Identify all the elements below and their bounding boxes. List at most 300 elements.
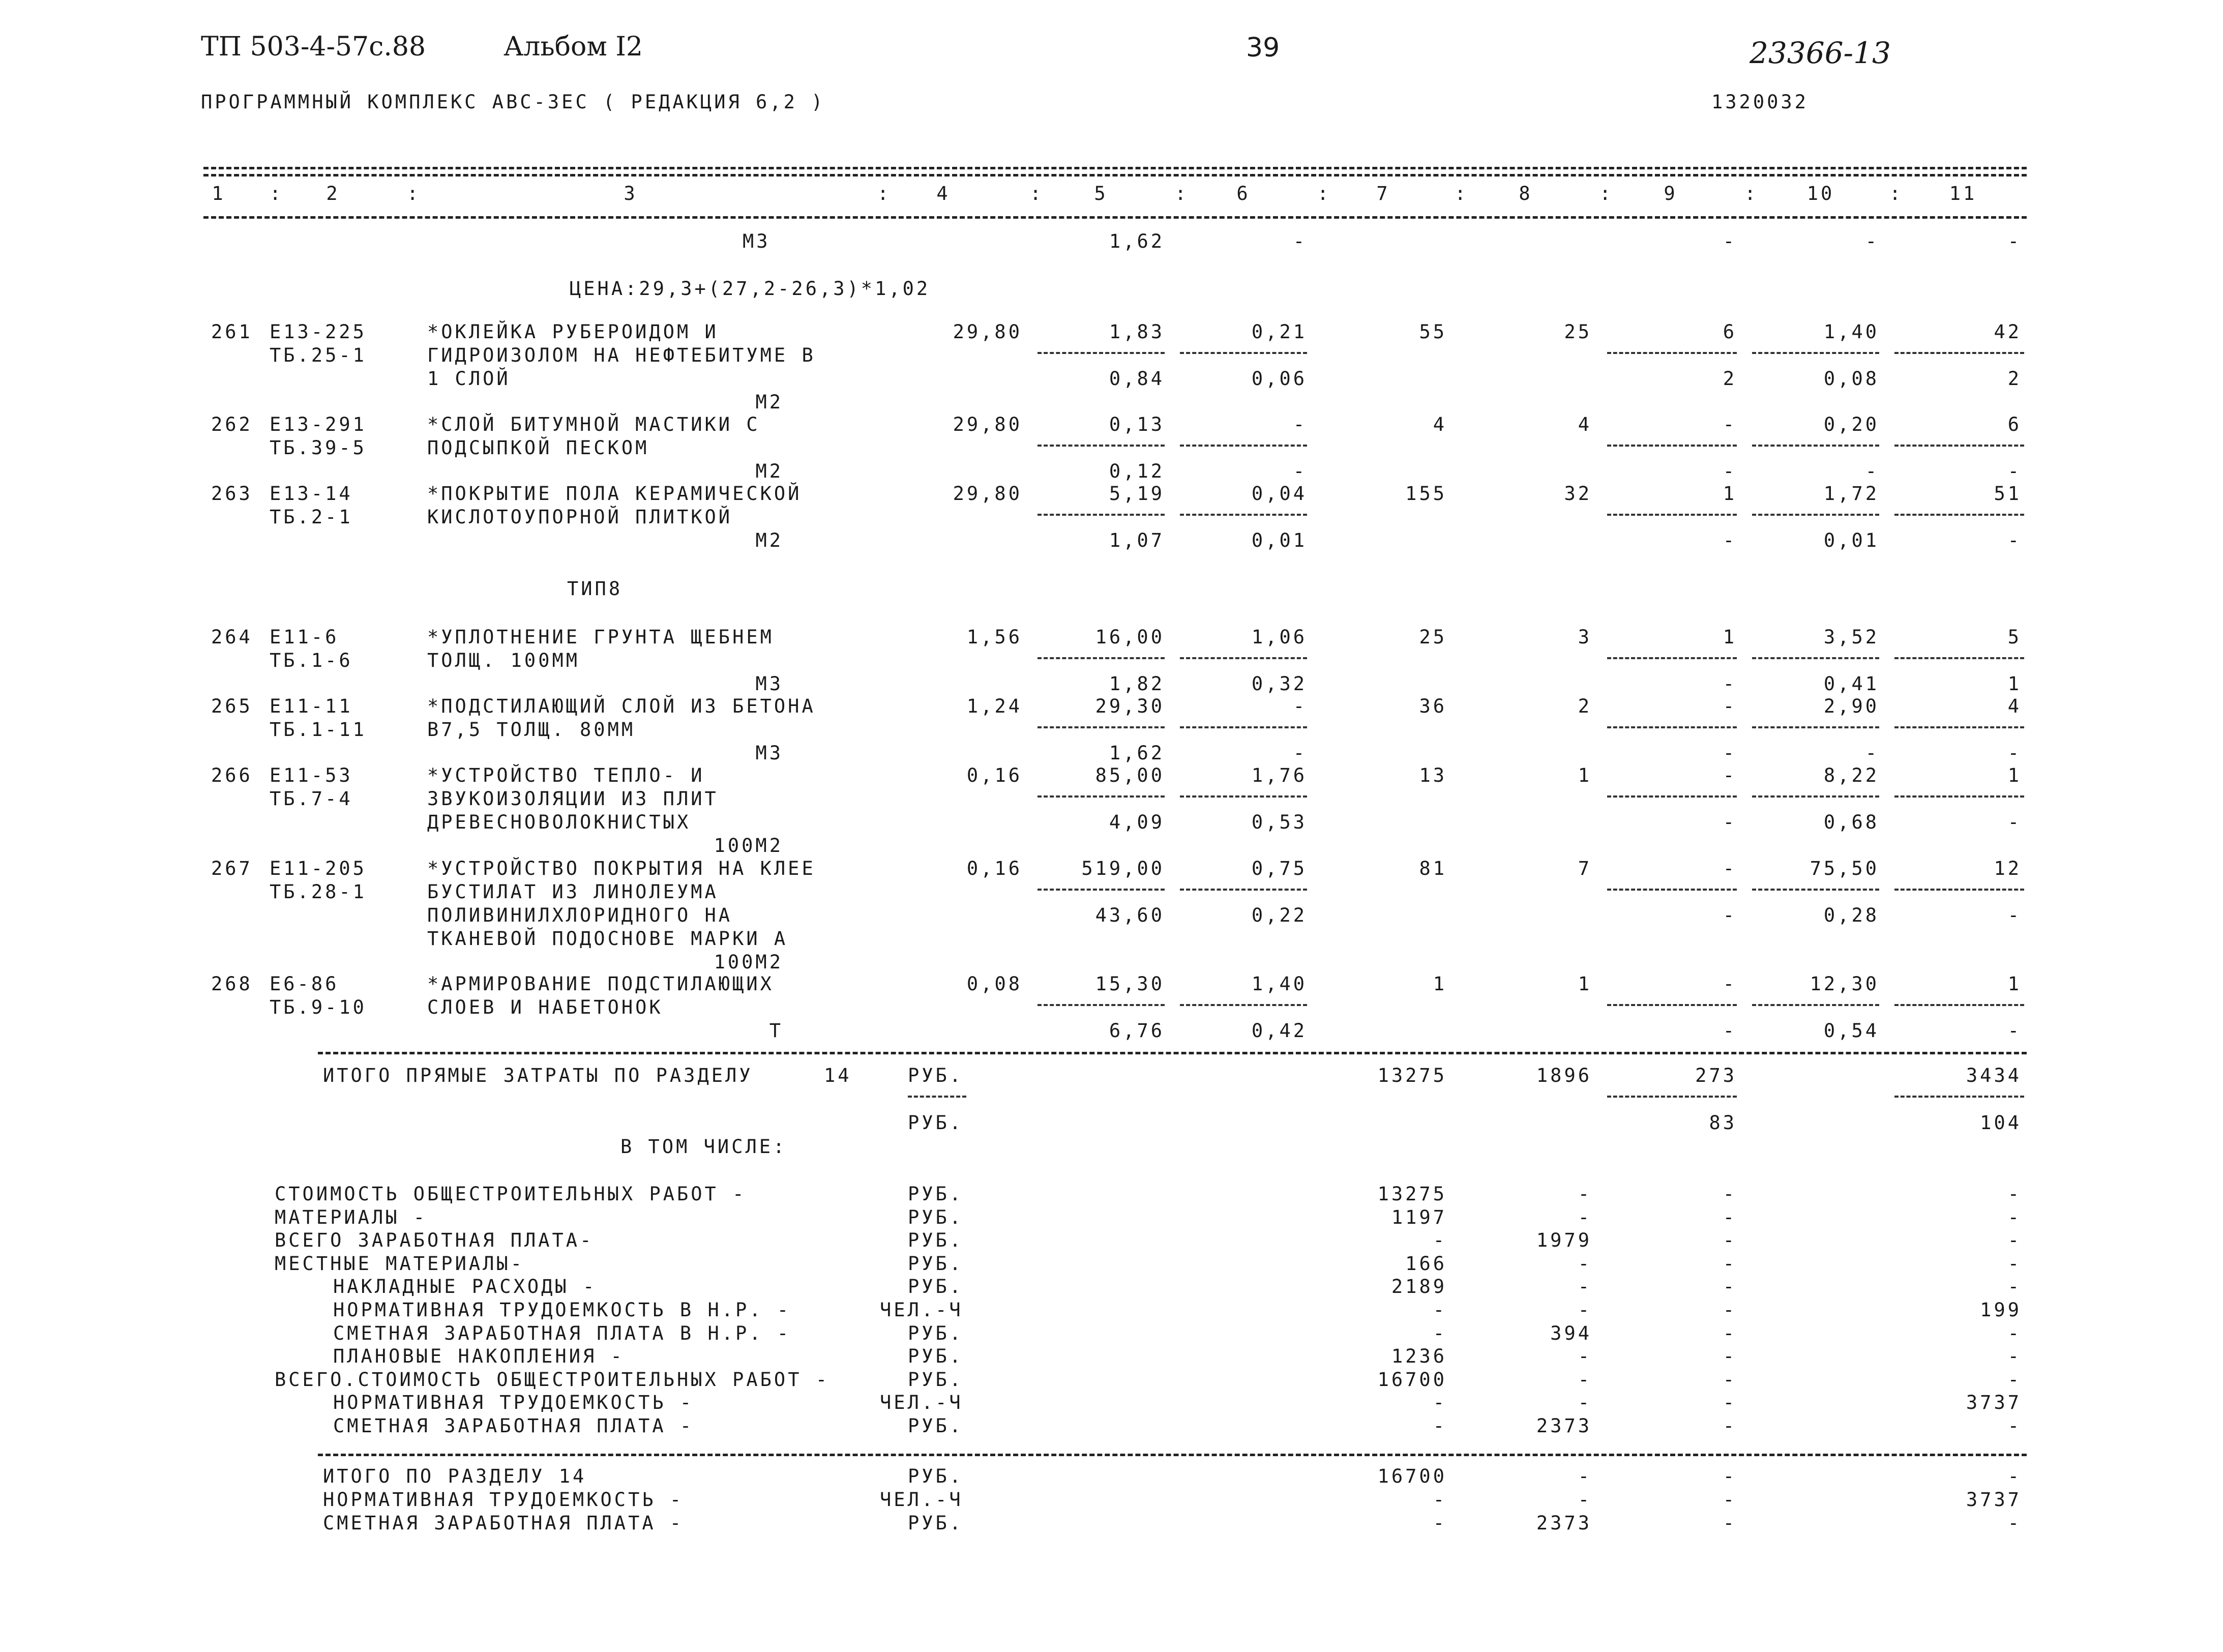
- item-264-rule-c5: [1038, 657, 1165, 659]
- item-268-rule-c10: [1752, 1004, 1879, 1006]
- unit-label: М3: [743, 230, 770, 252]
- item-268-table-ref: ТБ.9-10: [270, 996, 367, 1018]
- item-266-c10-sub: 0,68: [1823, 811, 1879, 833]
- item-266-c8: 1: [1578, 764, 1592, 786]
- section-label: ТИП8: [567, 578, 623, 600]
- total-direct-rule-c11: [1894, 1096, 2024, 1098]
- summary-label: ВСЕГО.СТОИМОСТЬ ОБЩЕСТРОИТЕЛЬНЫХ РАБОТ -: [275, 1369, 830, 1391]
- final-c9: -: [1723, 1489, 1737, 1511]
- summary-c11: -: [2007, 1253, 2022, 1275]
- summary-c11: 199: [1980, 1299, 2022, 1321]
- item-261-c9: 6: [1723, 321, 1737, 343]
- doc-code: ТП 503-4-57с.88: [201, 32, 426, 62]
- item-265-c7: 36: [1419, 695, 1447, 717]
- item-267-c9-sub: -: [1723, 904, 1737, 926]
- column-separator: :: [1317, 183, 1331, 204]
- item-264-c6-sub: 0,32: [1251, 673, 1307, 695]
- item-262-rule-c10: [1752, 445, 1879, 447]
- cell-c6: -: [1293, 230, 1307, 252]
- summary-c7: -: [1433, 1415, 1447, 1437]
- header-rule-bottom: [203, 216, 2027, 219]
- summary-c9: -: [1723, 1392, 1737, 1413]
- summary-c11: -: [2007, 1229, 2022, 1251]
- item-268-c5-sub: 6,76: [1109, 1020, 1165, 1042]
- item-261-description: ГИДРОИЗОЛОМ НА НЕФТЕБИТУМЕ В: [427, 344, 816, 366]
- summary-c8: -: [1578, 1276, 1592, 1297]
- final-unit: ЧЕЛ.-Ч: [880, 1489, 963, 1511]
- item-268-unit: Т: [769, 1020, 783, 1042]
- total-direct-unit-2: РУБ.: [908, 1112, 964, 1134]
- summary-c9: -: [1723, 1276, 1737, 1297]
- item-262-rule-c11: [1894, 445, 2024, 447]
- final-label: НОРМАТИВНАЯ ТРУДОЕМКОСТЬ -: [323, 1489, 684, 1511]
- item-267-rule-c5: [1038, 889, 1165, 891]
- item-264-c8: 3: [1578, 626, 1592, 648]
- item-265-c11-sub: -: [2007, 742, 2022, 764]
- item-266-table-ref: ТБ.7-4: [270, 788, 353, 810]
- item-266-description: ЗВУКОИЗОЛЯЦИИ ИЗ ПЛИТ: [427, 788, 719, 810]
- item-262-c8: 4: [1578, 414, 1592, 435]
- item-267-table-ref: ТБ.28-1: [270, 881, 367, 903]
- item-262-c10: 0,20: [1823, 414, 1879, 435]
- item-262-description: *СЛОЙ БИТУМНОЙ МАСТИКИ С: [427, 414, 760, 435]
- column-header-9: 9: [1664, 183, 1678, 204]
- item-267-c10: 75,50: [1810, 858, 1879, 879]
- summary-c11: 3737: [1966, 1392, 2022, 1413]
- summary-label: НАКЛАДНЫЕ РАСХОДЫ -: [333, 1276, 597, 1297]
- item-266-rule-c10: [1752, 795, 1879, 798]
- summary-c8: -: [1578, 1206, 1592, 1228]
- item-262-c9-sub: -: [1723, 460, 1737, 482]
- item-265-rule-c6: [1180, 726, 1307, 728]
- summary-c7: 1236: [1391, 1345, 1447, 1367]
- summary-c7: -: [1433, 1299, 1447, 1321]
- item-267-c8: 7: [1578, 858, 1592, 879]
- column-header-5: 5: [1094, 183, 1108, 204]
- item-261-c11: 42: [1994, 321, 2022, 343]
- item-267-rule-c6: [1180, 889, 1307, 891]
- summary-unit: РУБ.: [908, 1276, 964, 1297]
- item-268-c9-sub: -: [1723, 1020, 1737, 1042]
- summary-unit: РУБ.: [908, 1345, 964, 1367]
- item-266-c6-sub: 0,53: [1251, 811, 1307, 833]
- item-266-c9-sub: -: [1723, 811, 1737, 833]
- item-261-rule-c6: [1180, 352, 1307, 354]
- item-268-rule-c9: [1607, 1004, 1737, 1006]
- summary-c8: -: [1578, 1299, 1592, 1321]
- total-direct-c9: 273: [1695, 1065, 1737, 1086]
- item-265-rule-c11: [1894, 726, 2024, 728]
- final-rule: [318, 1454, 2027, 1456]
- column-separator: :: [1175, 183, 1189, 204]
- item-261-rule-c5: [1038, 352, 1165, 354]
- item-261-rule-c9: [1607, 352, 1737, 354]
- item-266-number: 266: [211, 764, 253, 786]
- column-header-8: 8: [1519, 183, 1533, 204]
- item-267-c5: 519,00: [1081, 858, 1165, 879]
- item-265-c9-sub: -: [1723, 742, 1737, 764]
- item-263-c11: 51: [1994, 483, 2022, 505]
- summary-c9: -: [1723, 1253, 1737, 1275]
- item-264-unit: М3: [755, 673, 783, 695]
- item-266-c9: -: [1723, 764, 1737, 786]
- item-262-c5-sub: 0,12: [1109, 460, 1165, 482]
- summary-unit: ЧЕЛ.-Ч: [880, 1392, 963, 1413]
- item-261-description: 1 СЛОЙ: [427, 368, 511, 390]
- item-264-c5: 16,00: [1095, 626, 1165, 648]
- item-262-c6: -: [1293, 414, 1307, 435]
- summary-c7: 1197: [1391, 1206, 1447, 1228]
- item-264-c9: 1: [1723, 626, 1737, 648]
- item-268-description: *АРМИРОВАНИЕ ПОДСТИЛАЮЩИХ: [427, 973, 774, 995]
- item-261-c6-sub: 0,06: [1251, 368, 1307, 390]
- item-262-c11: 6: [2007, 414, 2022, 435]
- item-267-description: ТКАНЕВОЙ ПОДОСНОВЕ МАРКИ А: [427, 928, 788, 950]
- item-263-number: 263: [211, 483, 253, 505]
- item-265-code: Е11-11: [270, 695, 353, 717]
- item-261-c10-sub: 0,08: [1823, 368, 1879, 390]
- item-263-c6: 0,04: [1251, 483, 1307, 505]
- item-265-rule-c10: [1752, 726, 1879, 728]
- total-direct-c8: 1896: [1536, 1065, 1592, 1086]
- summary-c8: 2373: [1536, 1415, 1592, 1437]
- item-263-table-ref: ТБ.2-1: [270, 506, 353, 528]
- item-267-rule-c10: [1752, 889, 1879, 891]
- summary-label: ПЛАНОВЫЕ НАКОПЛЕНИЯ -: [333, 1345, 625, 1367]
- summary-label: СТОИМОСТЬ ОБЩЕСТРОИТЕЛЬНЫХ РАБОТ -: [275, 1183, 747, 1205]
- item-261-c9-sub: 2: [1723, 368, 1737, 390]
- item-264-c10-sub: 0,41: [1823, 673, 1879, 695]
- final-c8: 2373: [1536, 1512, 1592, 1534]
- item-264-rule-c9: [1607, 657, 1737, 659]
- item-268-code: Е6-86: [270, 973, 339, 995]
- item-268-c11: 1: [2007, 973, 2022, 995]
- item-267-description: *УСТРОЙСТВО ПОКРЫТИЯ НА КЛЕЕ: [427, 858, 816, 879]
- item-266-c6: 1,76: [1251, 764, 1307, 786]
- item-265-number: 265: [211, 695, 253, 717]
- item-268-rule-c5: [1038, 1004, 1165, 1006]
- summary-unit: РУБ.: [908, 1183, 964, 1205]
- item-267-rule-c9: [1607, 889, 1737, 891]
- summary-c9: -: [1723, 1415, 1737, 1437]
- item-261-table-ref: ТБ.25-1: [270, 344, 367, 366]
- summary-c8: -: [1578, 1392, 1592, 1413]
- item-264-c11-sub: 1: [2007, 673, 2022, 695]
- total-direct-c11-sub: 104: [1980, 1112, 2022, 1134]
- summary-c8: -: [1578, 1183, 1592, 1205]
- item-261-number: 261: [211, 321, 253, 343]
- item-261-rule-c10: [1752, 352, 1879, 354]
- item-265-description: В7,5 ТОЛЩ. 80ММ: [427, 719, 636, 741]
- item-261-c10: 1,40: [1823, 321, 1879, 343]
- summary-c8: -: [1578, 1369, 1592, 1391]
- item-266-description: *УСТРОЙСТВО ТЕПЛО- И: [427, 764, 705, 786]
- summary-c9: -: [1723, 1299, 1737, 1321]
- archive-number: 23366-13: [1750, 36, 1891, 70]
- column-separator: :: [1030, 183, 1044, 204]
- item-264-code: Е11-6: [270, 626, 339, 648]
- summary-unit: РУБ.: [908, 1369, 964, 1391]
- item-265-c5-sub: 1,62: [1109, 742, 1165, 764]
- summary-label: ВСЕГО ЗАРАБОТНАЯ ПЛАТА-: [275, 1229, 594, 1251]
- item-264-c11: 5: [2007, 626, 2022, 648]
- item-268-c4: 0,08: [966, 973, 1022, 995]
- item-266-rule-c11: [1894, 795, 2024, 798]
- item-267-c9: -: [1723, 858, 1737, 879]
- summary-c9: -: [1723, 1345, 1737, 1367]
- item-263-c6-sub: 0,01: [1251, 529, 1307, 551]
- cell-c11: -: [2007, 230, 2022, 252]
- summary-c8: -: [1578, 1253, 1592, 1275]
- item-265-c6: -: [1293, 695, 1307, 717]
- summary-c11: -: [2007, 1345, 2022, 1367]
- item-261-c4: 29,80: [953, 321, 1022, 343]
- summary-c9: -: [1723, 1183, 1737, 1205]
- column-header-3: 3: [624, 183, 638, 204]
- item-262-code: Е13-291: [270, 414, 367, 435]
- cell-c10: -: [1865, 230, 1879, 252]
- item-267-c7: 81: [1419, 858, 1447, 879]
- header-rule-top-2: [203, 174, 2027, 176]
- summary-label: СМЕТНАЯ ЗАРАБОТНАЯ ПЛАТА В Н.Р. -: [333, 1322, 791, 1344]
- item-265-c10: 2,90: [1823, 695, 1879, 717]
- item-262-rule-c9: [1607, 445, 1737, 447]
- item-265-c5: 29,30: [1095, 695, 1165, 717]
- item-264-number: 264: [211, 626, 253, 648]
- item-263-c9-sub: -: [1723, 529, 1737, 551]
- item-263-c5-sub: 1,07: [1109, 529, 1165, 551]
- item-262-c7: 4: [1433, 414, 1447, 435]
- item-264-c6: 1,06: [1251, 626, 1307, 648]
- column-separator: :: [1455, 183, 1469, 204]
- item-263-rule-c9: [1607, 514, 1737, 516]
- item-261-rule-c11: [1894, 352, 2024, 354]
- summary-c11: -: [2007, 1276, 2022, 1297]
- item-262-c10-sub: -: [1865, 460, 1879, 482]
- item-262-number: 262: [211, 414, 253, 435]
- summary-unit: РУБ.: [908, 1415, 964, 1437]
- summary-c11: -: [2007, 1206, 2022, 1228]
- item-268-c5: 15,30: [1095, 973, 1165, 995]
- item-262-c5: 0,13: [1109, 414, 1165, 435]
- summary-c7: 2189: [1391, 1276, 1447, 1297]
- item-263-code: Е13-14: [270, 483, 353, 505]
- total-direct-c9-sub: 83: [1709, 1112, 1737, 1134]
- column-header-1: 1: [212, 183, 226, 204]
- item-265-c11: 4: [2007, 695, 2022, 717]
- item-263-c10: 1,72: [1823, 483, 1879, 505]
- total-direct-rule-c9: [1607, 1096, 1737, 1098]
- final-c11: -: [2007, 1512, 2022, 1534]
- column-header-10: 10: [1806, 183, 1835, 204]
- album-label: Альбом I2: [503, 32, 643, 62]
- item-267-c5-sub: 43,60: [1095, 904, 1165, 926]
- final-c9: -: [1723, 1465, 1737, 1487]
- item-263-rule-c11: [1894, 514, 2024, 516]
- item-266-c10: 8,22: [1823, 764, 1879, 786]
- column-separator: :: [1599, 183, 1614, 204]
- column-separator: :: [270, 183, 284, 204]
- final-c7: -: [1433, 1489, 1447, 1511]
- cell-c9: -: [1723, 230, 1737, 252]
- item-261-description: *ОКЛЕЙКА РУБЕРОИДОМ И: [427, 321, 719, 343]
- item-268-c6: 1,40: [1251, 973, 1307, 995]
- header-rule-top: [203, 167, 2027, 169]
- item-267-number: 267: [211, 858, 253, 879]
- item-264-rule-c6: [1180, 657, 1307, 659]
- total-direct-rule-unit: [908, 1096, 966, 1098]
- item-268-c7: 1: [1433, 973, 1447, 995]
- item-267-description: ПОЛИВИНИЛХЛОРИДНОГО НА: [427, 904, 733, 926]
- item-263-c11-sub: -: [2007, 529, 2022, 551]
- item-261-c5-sub: 0,84: [1109, 368, 1165, 390]
- including-label: В ТОМ ЧИСЛЕ:: [620, 1136, 787, 1158]
- total-direct-unit: РУБ.: [908, 1065, 964, 1086]
- item-268-rule-c6: [1180, 1004, 1307, 1006]
- summary-label: МАТЕРИАЛЫ -: [275, 1206, 428, 1228]
- item-267-description: БУСТИЛАТ ИЗ ЛИНОЛЕУМА: [427, 881, 719, 903]
- summary-unit: ЧЕЛ.-Ч: [880, 1299, 963, 1321]
- item-265-c6-sub: -: [1293, 742, 1307, 764]
- summary-c11: -: [2007, 1415, 2022, 1437]
- summary-c7: 13275: [1377, 1183, 1447, 1205]
- summary-c9: -: [1723, 1322, 1737, 1344]
- item-265-table-ref: ТБ.1-11: [270, 719, 367, 741]
- final-label: ИТОГО ПО РАЗДЕЛУ 14: [323, 1465, 587, 1487]
- item-265-c10-sub: -: [1865, 742, 1879, 764]
- item-263-c4: 29,80: [953, 483, 1022, 505]
- item-262-c6-sub: -: [1293, 460, 1307, 482]
- summary-unit: РУБ.: [908, 1322, 964, 1344]
- summary-label: НОРМАТИВНАЯ ТРУДОЕМКОСТЬ В Н.Р. -: [333, 1299, 791, 1321]
- item-262-c4: 29,80: [953, 414, 1022, 435]
- item-262-c9: -: [1723, 414, 1737, 435]
- item-266-c5-sub: 4,09: [1109, 811, 1165, 833]
- item-264-c9-sub: -: [1723, 673, 1737, 695]
- summary-c8: 394: [1550, 1322, 1592, 1344]
- item-267-c10-sub: 0,28: [1823, 904, 1879, 926]
- item-264-rule-c11: [1894, 657, 2024, 659]
- final-c9: -: [1723, 1512, 1737, 1534]
- item-263-c5: 5,19: [1109, 483, 1165, 505]
- summary-label: НОРМАТИВНАЯ ТРУДОЕМКОСТЬ -: [333, 1392, 694, 1413]
- item-262-c11-sub: -: [2007, 460, 2022, 482]
- summary-c9: -: [1723, 1369, 1737, 1391]
- program-title: ПРОГРАММНЫЙ КОМПЛЕКС АВС-3ЕС ( РЕДАКЦИЯ 6,2 ): [201, 91, 825, 113]
- column-header-11: 11: [1949, 183, 1977, 204]
- summary-c9: -: [1723, 1206, 1737, 1228]
- item-266-rule-c6: [1180, 795, 1307, 798]
- item-267-c11-sub: -: [2007, 904, 2022, 926]
- item-266-c7: 13: [1419, 764, 1447, 786]
- item-267-code: Е11-205: [270, 858, 367, 879]
- item-264-c4: 1,56: [966, 626, 1022, 648]
- item-263-unit: М2: [755, 529, 783, 551]
- item-263-c10-sub: 0,01: [1823, 529, 1879, 551]
- item-265-c9: -: [1723, 695, 1737, 717]
- item-268-rule-c11: [1894, 1004, 2024, 1006]
- total-direct-section: 14: [824, 1065, 852, 1086]
- summary-c11: -: [2007, 1183, 2022, 1205]
- item-266-rule-c5: [1038, 795, 1165, 798]
- item-268-c9: -: [1723, 973, 1737, 995]
- final-unit: РУБ.: [908, 1465, 964, 1487]
- item-261-code: Е13-225: [270, 321, 367, 343]
- total-direct-c7: 13275: [1377, 1065, 1447, 1086]
- item-268-number: 268: [211, 973, 253, 995]
- item-261-c7: 55: [1419, 321, 1447, 343]
- summary-unit: РУБ.: [908, 1206, 964, 1228]
- column-separator: :: [1889, 183, 1904, 204]
- item-264-description: ТОЛЩ. 100ММ: [427, 650, 580, 671]
- column-header-7: 7: [1376, 183, 1390, 204]
- item-263-rule-c6: [1180, 514, 1307, 516]
- item-268-c10-sub: 0,54: [1823, 1020, 1879, 1042]
- summary-c11: -: [2007, 1322, 2022, 1344]
- column-header-6: 6: [1236, 183, 1251, 204]
- item-264-table-ref: ТБ.1-6: [270, 650, 353, 671]
- summary-unit: РУБ.: [908, 1229, 964, 1251]
- final-c7: 16700: [1377, 1465, 1447, 1487]
- summary-c7: -: [1433, 1392, 1447, 1413]
- program-code: 1320032: [1711, 91, 1809, 113]
- item-265-c8: 2: [1578, 695, 1592, 717]
- item-268-description: СЛОЕВ И НАБЕТОНОК: [427, 996, 663, 1018]
- item-261-unit: М2: [755, 391, 783, 413]
- summary-c8: -: [1578, 1345, 1592, 1367]
- column-header-4: 4: [936, 183, 951, 204]
- item-267-c6-sub: 0,22: [1251, 904, 1307, 926]
- column-header-2: 2: [326, 183, 340, 204]
- item-265-rule-c5: [1038, 726, 1165, 728]
- item-267-c11: 12: [1994, 858, 2022, 879]
- summary-c9: -: [1723, 1229, 1737, 1251]
- total-direct-c11: 3434: [1966, 1065, 2022, 1086]
- column-separator: :: [1744, 183, 1759, 204]
- item-266-description: ДРЕВЕСНОВОЛОКНИСТЫХ: [427, 811, 691, 833]
- item-264-c7: 25: [1419, 626, 1447, 648]
- final-c11: 3737: [1966, 1489, 2022, 1511]
- item-264-rule-c10: [1752, 657, 1879, 659]
- item-267-c6: 0,75: [1251, 858, 1307, 879]
- item-266-c11: 1: [2007, 764, 2022, 786]
- cell-c5: 1,62: [1109, 230, 1165, 252]
- item-263-rule-c10: [1752, 514, 1879, 516]
- page-number: 39: [1246, 33, 1280, 63]
- price-note: ЦЕНА:29,3+(27,2-26,3)*1,02: [570, 278, 931, 300]
- item-266-c11-sub: -: [2007, 811, 2022, 833]
- final-c7: -: [1433, 1512, 1447, 1534]
- summary-c7: -: [1433, 1229, 1447, 1251]
- column-separator: :: [407, 183, 421, 204]
- item-262-unit: М2: [755, 460, 783, 482]
- item-263-c7: 155: [1405, 483, 1447, 505]
- summary-label: МЕСТНЫЕ МАТЕРИАЛЫ-: [275, 1253, 524, 1275]
- final-c8: -: [1578, 1465, 1592, 1487]
- summary-c7: -: [1433, 1322, 1447, 1344]
- item-268-c6-sub: 0,42: [1251, 1020, 1307, 1042]
- item-261-c6: 0,21: [1251, 321, 1307, 343]
- item-262-rule-c6: [1180, 445, 1307, 447]
- item-263-c8: 32: [1564, 483, 1592, 505]
- final-c11: -: [2007, 1465, 2022, 1487]
- summary-unit: РУБ.: [908, 1253, 964, 1275]
- summary-c7: 16700: [1377, 1369, 1447, 1391]
- item-266-c4: 0,16: [966, 764, 1022, 786]
- item-268-c8: 1: [1578, 973, 1592, 995]
- item-262-table-ref: ТБ.39-5: [270, 437, 367, 459]
- item-267-c4: 0,16: [966, 858, 1022, 879]
